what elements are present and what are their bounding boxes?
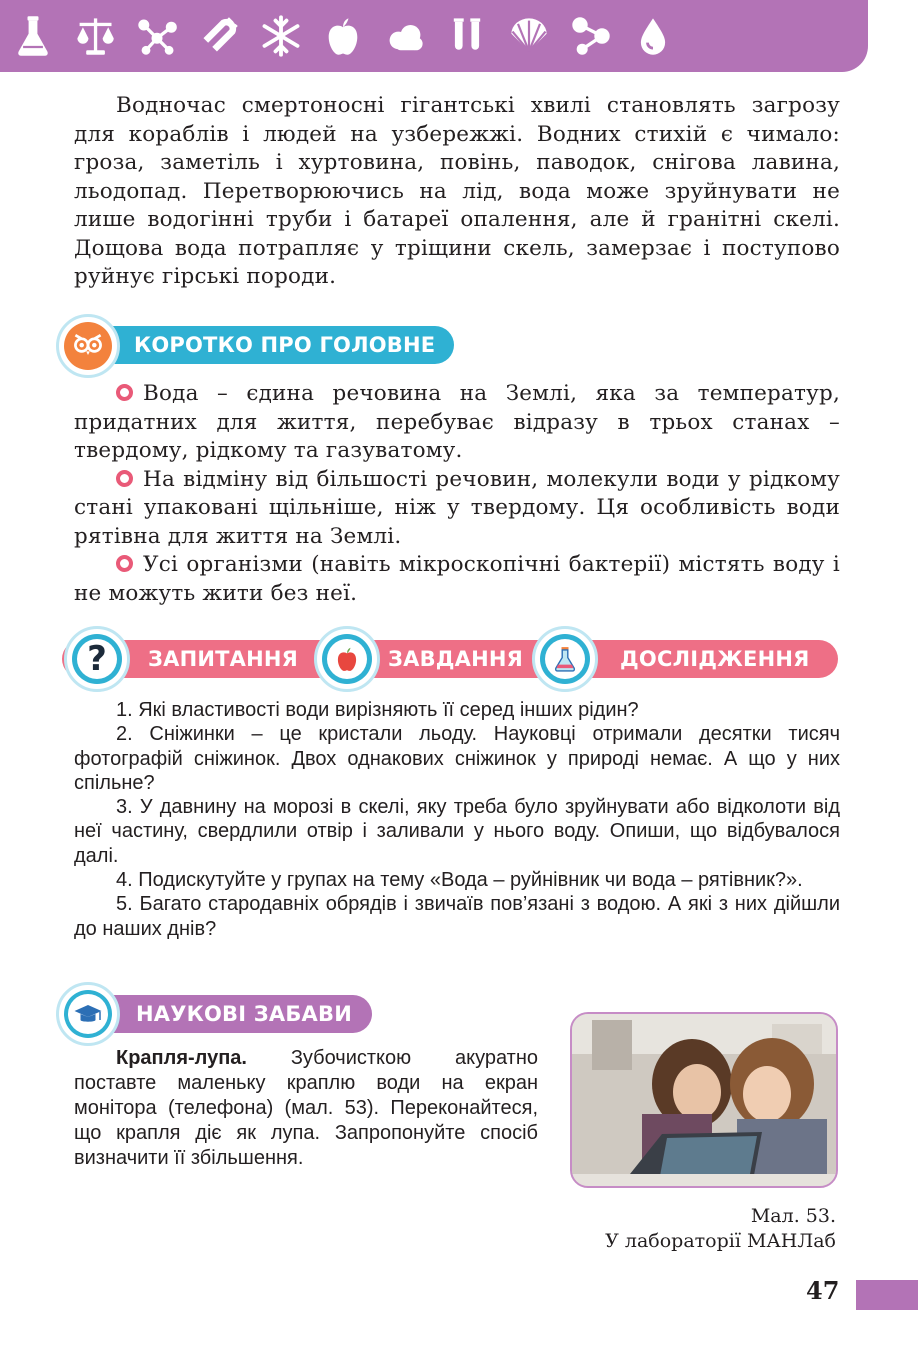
figure-photo — [570, 1012, 838, 1188]
flask-icon — [8, 11, 58, 61]
page-number-bar — [856, 1280, 918, 1310]
summary-bullet: Вода – єдина речовина на Землі, яка за температур, придатних для життя, перебуває відразу в трьох станах – твердому, рідкому та газуватому. — [74, 381, 840, 463]
question-item: 3. У давнину на морозі в скелі, яку треба було зруйнувати або відколоти від неї частину, свердлили отвір і заливали у нього воду. Опиши, що відбувалося далі. — [74, 796, 840, 867]
question-item: 1. Які властивості води вирізняють її серед інших рідин? — [116, 699, 639, 721]
summary-header — [62, 326, 454, 364]
question-icon: ? — [64, 626, 130, 692]
summary-bullet: На відміну від більшості речовин, молекули води у рідкому стані упаковані щільніше, ніж у твердому. Ця особливість води рятівна для життя на Землі. — [74, 466, 840, 549]
cloud-icon — [380, 11, 430, 61]
bullet-icon — [116, 555, 133, 572]
figure-caption-number: Мал. 53. — [750, 1205, 836, 1227]
owl-icon — [56, 314, 120, 378]
shell-icon — [504, 11, 554, 61]
bullet-icon — [116, 384, 133, 401]
summary-list — [74, 380, 840, 608]
drop-icon — [628, 11, 678, 61]
test-tubes-icon — [442, 11, 492, 61]
fun-title: НАУКОВІ ЗАБАВИ — [136, 1002, 352, 1026]
apple-icon — [318, 11, 368, 61]
graduation-cap-icon — [56, 982, 120, 1046]
figure-caption-text: У лабораторії МАНЛаб — [605, 1230, 836, 1252]
question-item: 4. Подискутуйте у групах на тему «Вода – руйнівник чи вода – рятівник?». — [116, 869, 803, 892]
question-item: 5. Багато стародавніх обрядів і звичаїв пов’язані з водою. А які з них дійшли до наших днів? — [74, 893, 840, 940]
tasks-label: ЗАВДАННЯ — [388, 647, 524, 671]
questions-list — [74, 698, 840, 941]
research-label: ДОСЛІДЖЕННЯ — [620, 647, 810, 671]
questions-label: ЗАПИТАННЯ — [148, 647, 299, 671]
scales-icon — [70, 11, 120, 61]
fun-paragraph — [74, 1046, 538, 1171]
summary-title: КОРОТКО ПРО ГОЛОВНЕ — [134, 333, 436, 357]
header-band — [0, 0, 868, 72]
fun-text: Зубочисткою акуратно поставте маленьку краплю води на екран монітора (телефона) (мал. 53). Переконайтеся, що крапля діє як лупа. Запропонуйте спосіб визначити її збільшення. — [74, 1047, 538, 1169]
atoms-icon — [566, 11, 616, 61]
summary-bullet: Усі організми (навіть мікроскопічні бактерії) містять воду і не можуть жити без неї. — [74, 552, 840, 606]
questions-header — [62, 640, 838, 678]
research-flask-icon — [532, 626, 598, 692]
snowflake-icon — [256, 11, 306, 61]
fun-lead: Крапля-лупа. — [116, 1047, 247, 1069]
question-item: 2. Сніжинки – це кристали льоду. Науковці отримали десятки тисяч фотографій сніжинок. Двох однакових сніжинок у природі немає. А що у них спільне? — [74, 723, 840, 794]
bullet-icon — [116, 470, 133, 487]
tasks-apple-icon — [314, 626, 380, 692]
intro-paragraph: Водночас смертоносні гігантські хвилі становлять загрозу для кораблів і людей на узбережжі. Водних стихій є чимало: гроза, заметіль і хуртовина, повінь, паводок, снігова лавина, льодопад. Перетворюючись на лід, вода може зруйнувати не лише водогінні труби і батареї опалення, але й гранітні скелі. Дощова вода потрапляє у тріщини скель, замерзає і поступово руйнує гірські породи. — [74, 93, 840, 289]
magnet-icon — [194, 11, 244, 61]
molecule-icon — [132, 11, 182, 61]
page-number: 47 — [806, 1276, 840, 1305]
